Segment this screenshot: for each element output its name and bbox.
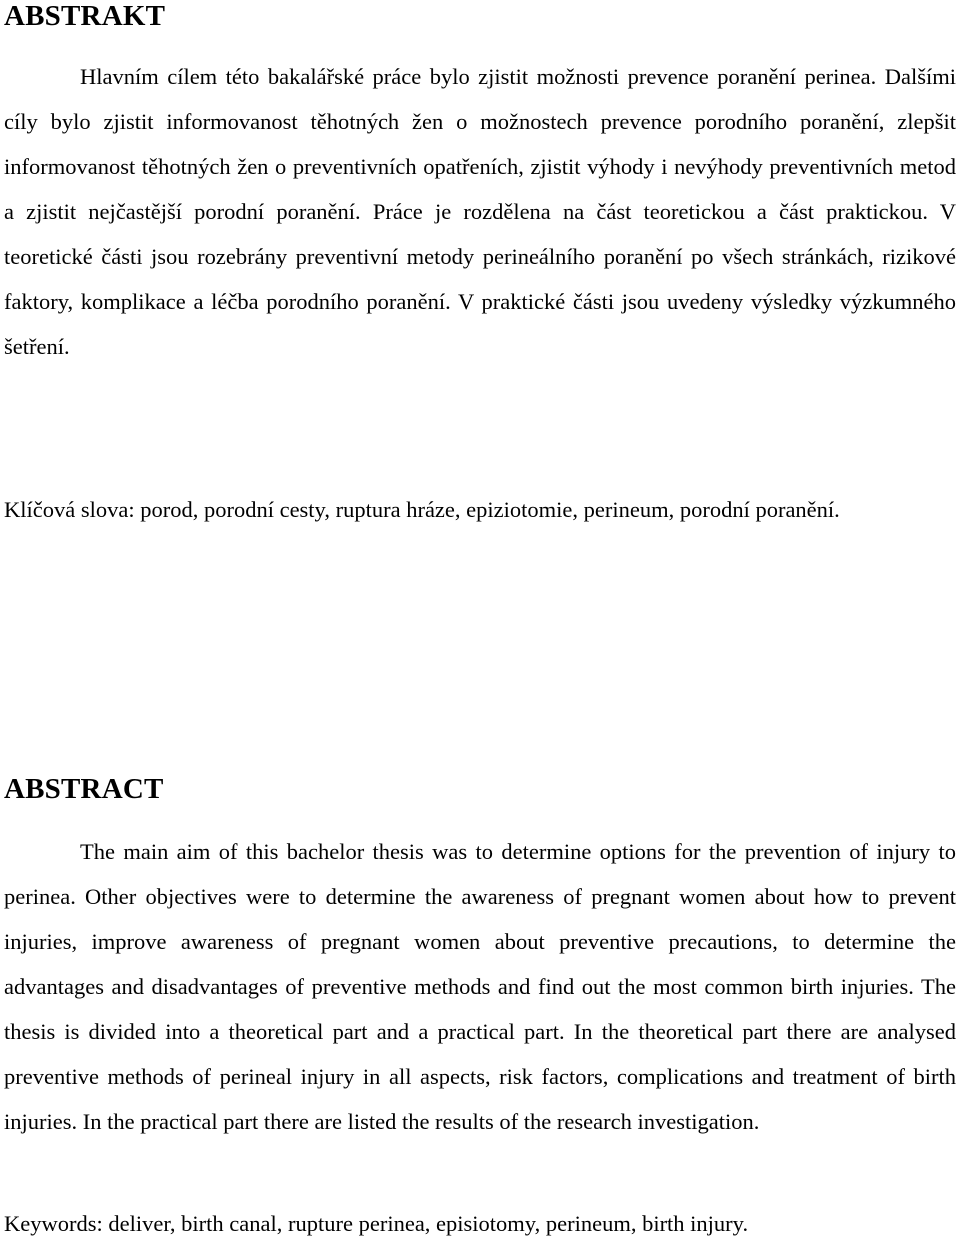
keywords-czech: Klíčová slova: porod, porodní cesty, ruptura hráze, epiziotomie, perineum, porodní poranění. (4, 497, 840, 522)
keywords-english: Keywords: deliver, birth canal, rupture perinea, episiotomy, perineum, birth injury. (4, 1211, 749, 1236)
abstract-czech-paragraph: Hlavním cílem této bakalářské práce bylo zjistit možnosti prevence poranění perinea. Dalšími cíly bylo zjistit informovanost těhotných žen o možnostech prevence porodního poranění, zlepšit informovanost těhotných žen o preventivních opatřeních, zjistit výhody i nevýhody preventivních metod a zjistit nejčastější porodní poranění. Práce je rozdělena na část teoretickou a část praktickou. V teoretické části jsou rozebrány preventivní metody perineálního poranění po všech stránkách, rizikové faktory, komplikace a léčba porodního poranění. V praktické části jsou uvedeny výsledky výzkumného šetření. (4, 64, 956, 359)
abstract-czech-heading: ABSTRAKT (4, 0, 166, 32)
abstract-english-paragraph: The main aim of this bachelor thesis was to determine options for the prevention of injury to perinea. Other objectives were to determine the awareness of pregnant women about how to prevent injuries, improve awareness of pregnant women about preventive precautions, to determine the advantages and disadvantages of preventive methods and find out the most common birth injuries. The thesis is divided into a theoretical part and a practical part. In the theoretical part there are analysed preventive methods of perineal injury in all aspects, risk factors, complications and treatment of birth injuries. In the practical part there are listed the results of the research investigation. (4, 839, 956, 1134)
abstract-english-heading: ABSTRACT (4, 773, 164, 805)
